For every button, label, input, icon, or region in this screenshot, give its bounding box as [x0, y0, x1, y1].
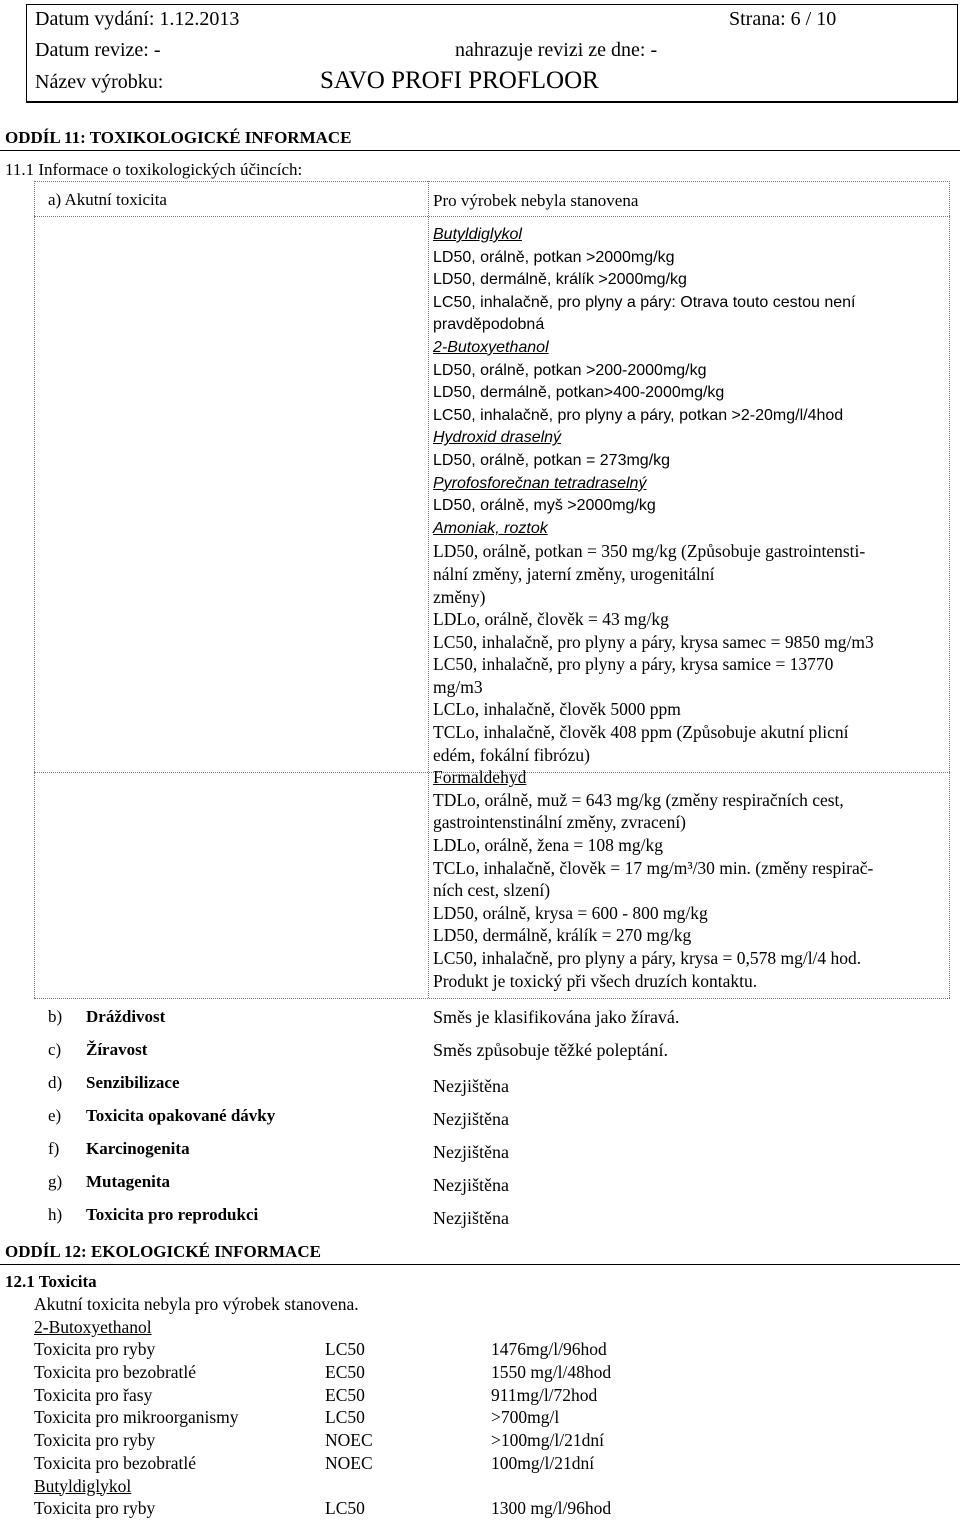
value: 911mg/l/72hod: [491, 1384, 598, 1405]
toxicity-line: edém, fokální fibrózu): [433, 744, 590, 765]
toxicity-line: TDLo, orálně, muž = 643 mg/kg (změny respiračních cest,: [433, 789, 844, 810]
acute-toxicity-details: [433, 224, 948, 992]
metric: LC50: [325, 1339, 365, 1360]
product-label: Název výrobku:: [35, 71, 164, 93]
metric: NOEC: [325, 1430, 373, 1451]
value: 1476mg/l/96hod: [491, 1339, 607, 1360]
section-11-title: ODDÍL 11: TOXIKOLOGICKÉ INFORMACE: [5, 128, 352, 147]
section-12-subtitle: 12.1 Toxicita: [5, 1272, 97, 1291]
toxicity-line: LDLo, orálně, člověk = 43 mg/kg: [433, 609, 669, 630]
page-number: Strana: 6 / 10: [729, 8, 837, 30]
issue-date: Datum vydání: 1.12.2013: [35, 8, 240, 30]
substance-name: Formaldehyd: [433, 767, 527, 788]
substance-name: 2-Butoxyethanol: [34, 1316, 152, 1337]
property-letter: d): [48, 1073, 63, 1092]
grid-line: [34, 181, 35, 998]
toxicity-line: LD50, orálně, potkan = 273mg/kg: [433, 451, 671, 469]
toxicity-line: LD50, orálně, myš >2000mg/kg: [433, 497, 656, 515]
acute-toxicity-value: Pro výrobek nebyla stanovena: [433, 191, 639, 210]
property-label: Dráždivost: [86, 1007, 166, 1026]
property-letter: e): [48, 1106, 62, 1125]
metric: EC50: [325, 1384, 365, 1405]
value: 1300 mg/l/96hod: [491, 1498, 612, 1519]
grid-line: [34, 998, 950, 999]
document-header: [26, 4, 958, 103]
section-divider: [0, 150, 960, 151]
property-label: Žíravost: [86, 1040, 148, 1059]
toxicity-line: Produkt je toxický při všech druzích kontaktu.: [433, 970, 758, 991]
property-label: Senzibilizace: [86, 1073, 180, 1092]
substance-name: Butyldiglykol: [433, 226, 522, 243]
section-12-title: ODDÍL 12: EKOLOGICKÉ INFORMACE: [5, 1242, 321, 1261]
grid-line: [34, 181, 950, 182]
toxicity-line: LD50, dermálně, králík = 270 mg/kg: [433, 925, 692, 946]
property-letter: f): [48, 1139, 60, 1158]
section-11-subtitle: 11.1 Informace o toxikologických účincích:: [5, 160, 303, 179]
endpoint: Toxicita pro ryby: [34, 1339, 156, 1360]
grid-line: [949, 181, 950, 998]
endpoint: Toxicita pro řasy: [34, 1384, 153, 1405]
toxicity-line: LC50, inhalačně, pro plyny a páry, krysa samec = 9850 mg/m3: [433, 631, 874, 652]
property-value: Směs způsobuje těžké poleptání.: [433, 1040, 668, 1060]
toxicity-line: LD50, orálně, potkan = 350 mg/kg (Způsobuje gastrointensti-: [433, 541, 866, 562]
property-label: Toxicita pro reprodukci: [86, 1205, 259, 1224]
property-letter: g): [48, 1172, 63, 1191]
toxicity-line: LCLo, inhalačně, člověk 5000 ppm: [433, 699, 681, 720]
property-label: Toxicita opakované dávky: [86, 1106, 276, 1125]
property-value: Nezjištěna: [433, 1109, 509, 1129]
toxicity-line: pravděpodobná: [433, 316, 545, 334]
property-letter: c): [48, 1040, 62, 1059]
toxicity-line: LD50, dermálně, potkan>400-2000mg/kg: [433, 384, 725, 402]
value: >100mg/l/21dní: [491, 1430, 604, 1451]
property-value: Nezjištěna: [433, 1076, 509, 1096]
toxicity-line: LC50, inhalačně, pro plyny a páry, potkan >2-20mg/l/4hod: [433, 406, 844, 424]
property-value: Nezjištěna: [433, 1208, 509, 1228]
grid-line: [428, 181, 429, 998]
toxicity-line: LD50, orálně, potkan >2000mg/kg: [433, 248, 675, 266]
metric: EC50: [325, 1362, 365, 1383]
section-divider: [0, 1264, 960, 1265]
value: >700mg/l: [491, 1407, 560, 1428]
toxicity-line: LC50, inhalačně, pro plyny a páry: Otrava touto cestou není: [433, 293, 856, 311]
substance-name: Butyldiglykol: [34, 1475, 132, 1496]
endpoint: Toxicita pro bezobratlé: [34, 1362, 197, 1383]
endpoint: Toxicita pro ryby: [34, 1498, 156, 1519]
replaces-revision: nahrazuje revizi ze dne: -: [455, 39, 658, 61]
metric: NOEC: [325, 1452, 373, 1473]
toxicity-line: LD50, orálně, potkan >200-2000mg/kg: [433, 361, 707, 379]
revision-date: Datum revize: -: [35, 39, 161, 61]
toxicity-line: změny): [433, 586, 486, 607]
toxicity-line: ních cest, slzení): [433, 880, 551, 901]
toxicity-line: LD50, dermálně, králík >2000mg/kg: [433, 271, 687, 289]
property-value: Směs je klasifikována jako žíravá.: [433, 1007, 680, 1027]
acute-toxicity-label: a) Akutní toxicita: [48, 190, 167, 209]
ecotox-intro: Akutní toxicita nebyla pro výrobek stanovena.: [34, 1294, 359, 1314]
metric: LC50: [325, 1498, 365, 1519]
property-value: Nezjištěna: [433, 1142, 509, 1162]
grid-line: [34, 216, 950, 217]
toxicity-line: LD50, orálně, krysa = 600 - 800 mg/kg: [433, 902, 708, 923]
toxicity-line: TCLo, inhalačně, člověk 408 ppm (Způsobuje akutní plicní: [433, 722, 849, 743]
toxicity-line: TCLo, inhalačně, člověk = 17 mg/m³/30 min. (změny respirač-: [433, 857, 874, 878]
endpoint: Toxicita pro mikroorganismy: [34, 1407, 239, 1428]
endpoint: Toxicita pro bezobratlé: [34, 1452, 197, 1473]
toxicity-line: mg/m3: [433, 676, 483, 697]
substance-name: Pyrofosforečnan tetradraselný: [433, 474, 647, 492]
substance-name: Hydroxid draselný: [433, 429, 562, 447]
toxicity-line: LDLo, orálně, žena = 108 mg/kg: [433, 835, 664, 856]
toxicity-line: LC50, inhalačně, pro plyny a páry, krysa = 0,578 mg/l/4 hod.: [433, 948, 862, 968]
property-letter: h): [48, 1205, 63, 1224]
toxicity-line: LC50, inhalačně, pro plyny a páry, krysa samice = 13770: [433, 654, 834, 675]
property-value: Nezjištěna: [433, 1175, 509, 1195]
metric: LC50: [325, 1407, 365, 1428]
product-name: SAVO PROFI PROFLOOR: [320, 67, 599, 94]
value: 1550 mg/l/48hod: [491, 1362, 612, 1383]
substance-name: 2-Butoxyethanol: [433, 338, 549, 356]
endpoint: Toxicita pro ryby: [34, 1430, 156, 1451]
toxicity-line: gastrointenstinální změny, zvracení): [433, 812, 687, 833]
toxicity-line: nální změny, jaterní změny, urogenitální: [433, 563, 715, 584]
value: 100mg/l/21dní: [491, 1452, 595, 1473]
property-label: Mutagenita: [86, 1172, 171, 1191]
substance-name: Amoniak, roztok: [433, 519, 548, 537]
property-letter: b): [48, 1007, 63, 1026]
property-label: Karcinogenita: [86, 1139, 190, 1158]
